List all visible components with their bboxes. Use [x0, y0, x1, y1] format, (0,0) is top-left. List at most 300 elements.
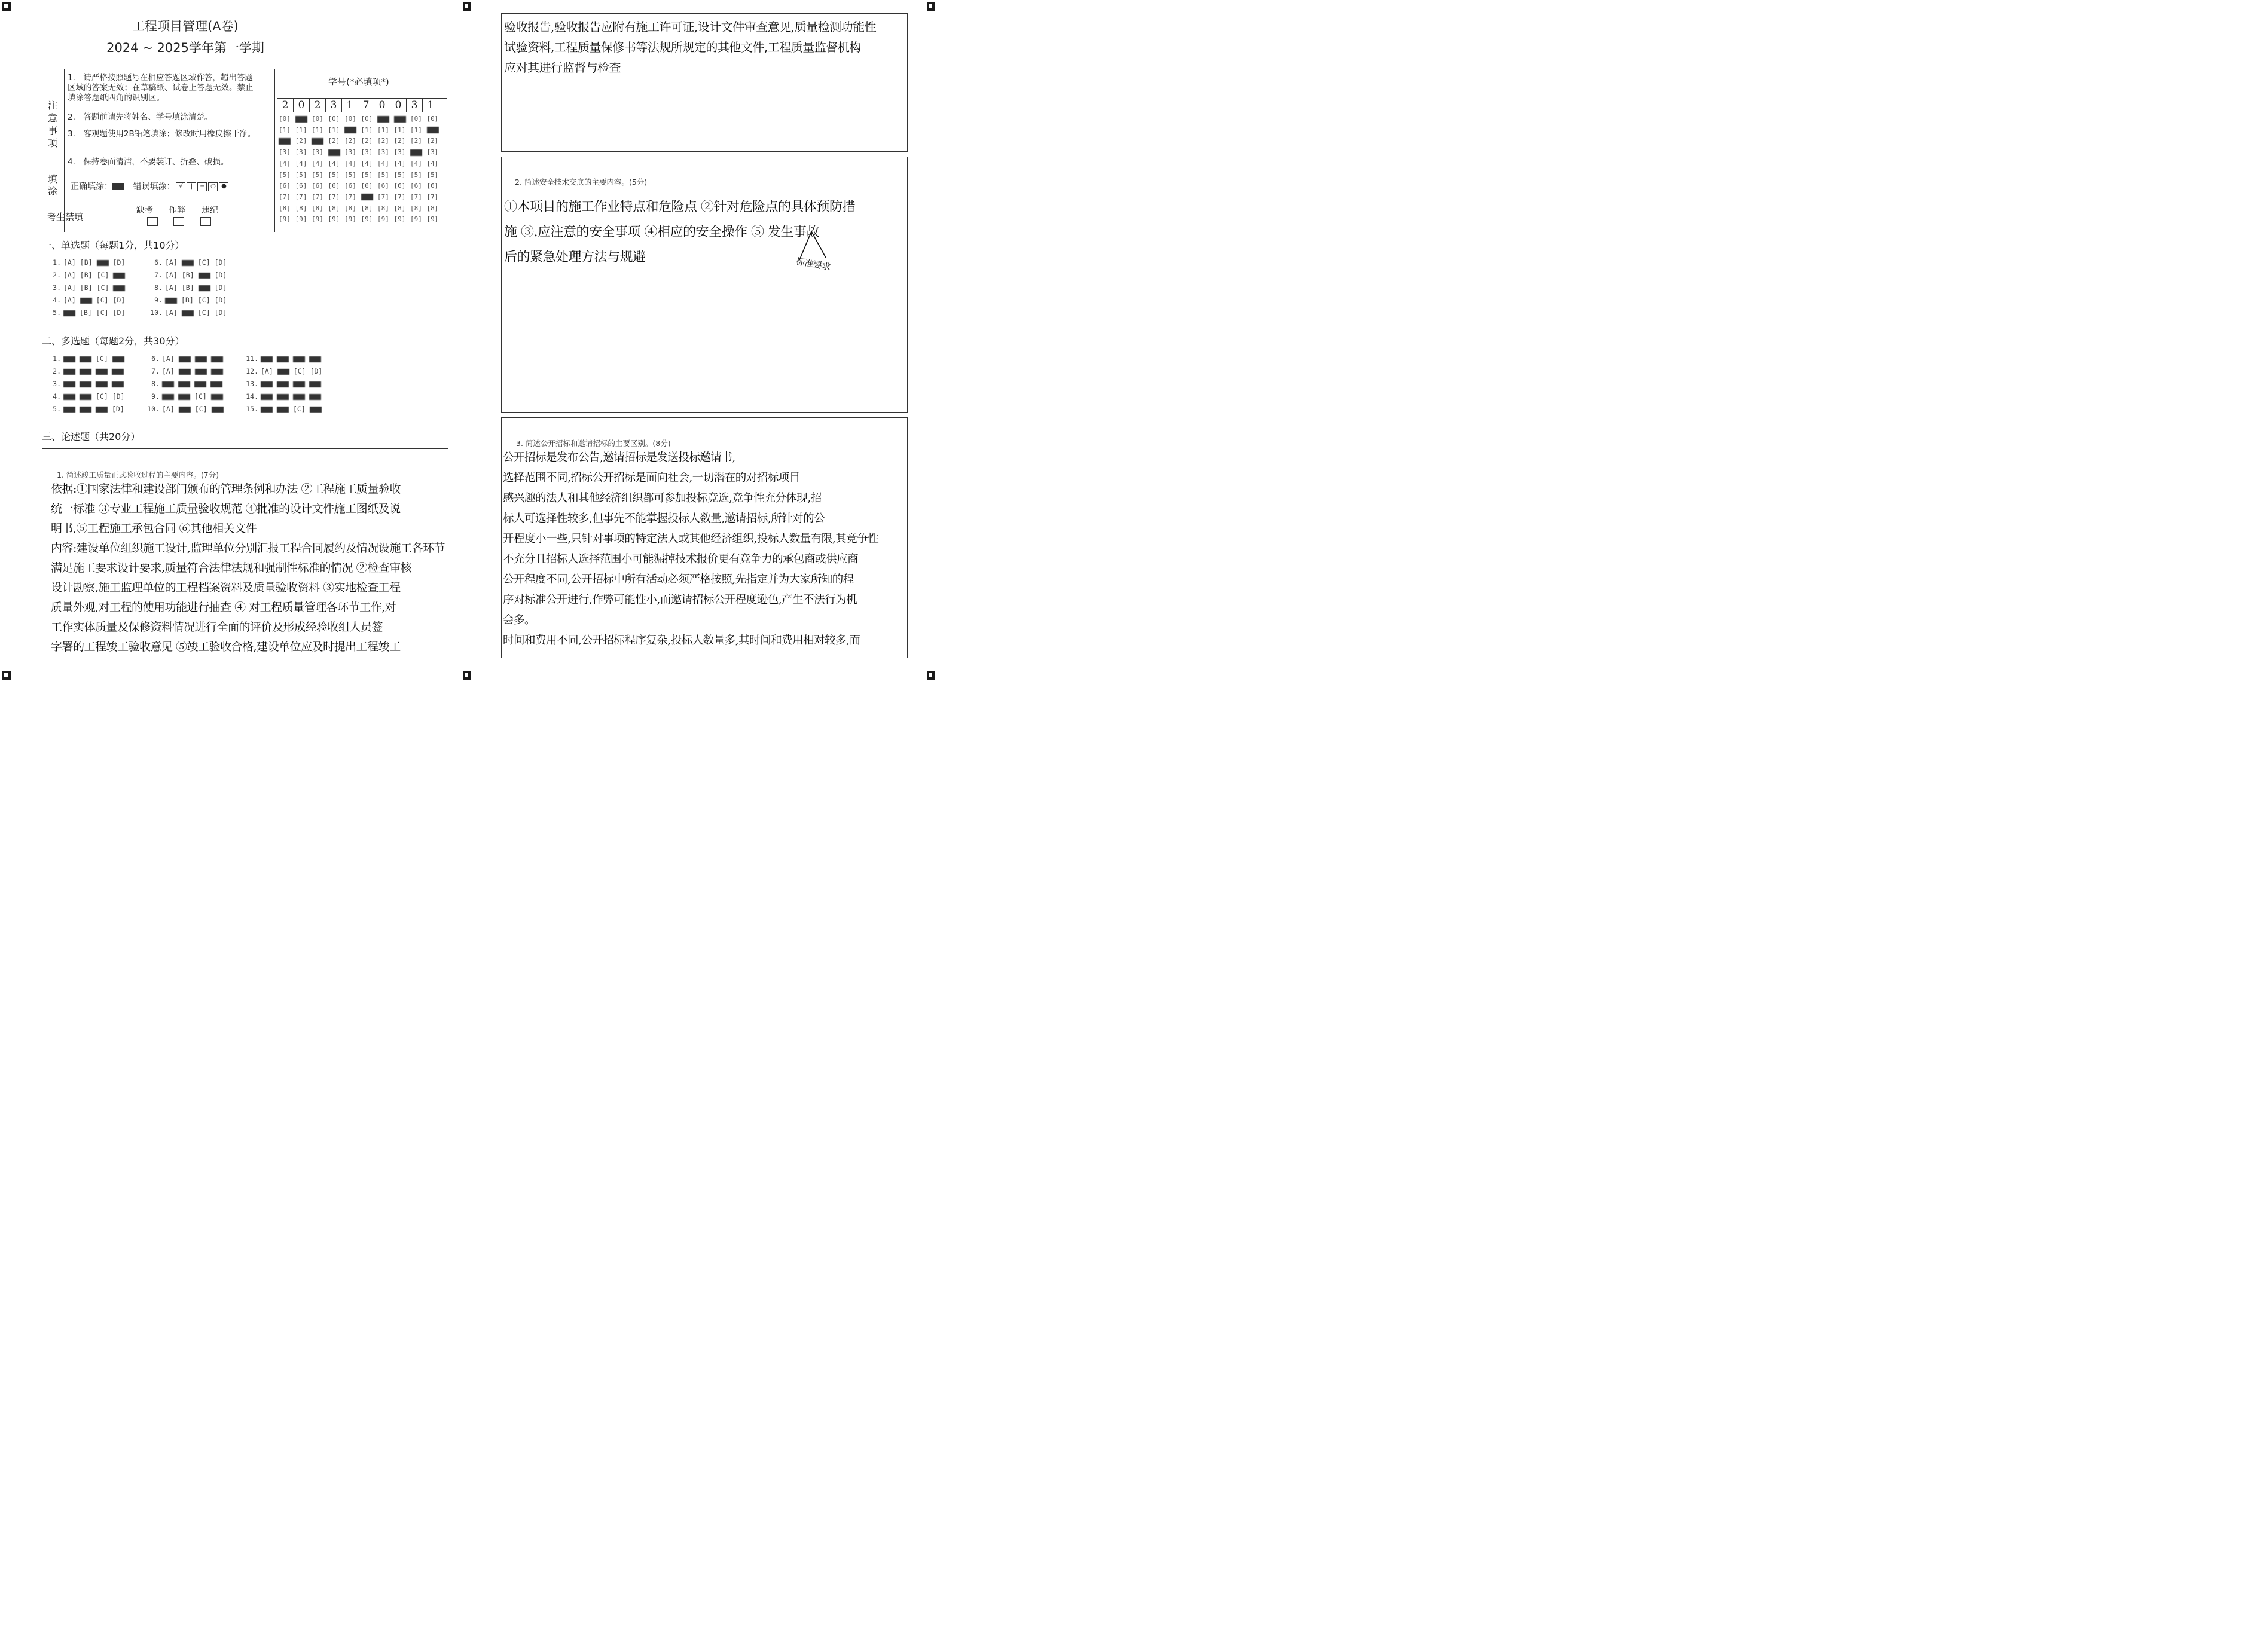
option-a[interactable]: [A] [63, 283, 76, 292]
sid-bubble[interactable]: [6] [361, 182, 373, 190]
student-id-bubble-grid[interactable] [279, 115, 449, 228]
handwritten-line: 明书,⑤工程施工承包合同 ⑥其他相关文件 [51, 522, 257, 535]
sid-bubble[interactable]: [1] [279, 126, 291, 134]
question-number: 2. [53, 367, 61, 375]
sid-bubble[interactable]: [1] [410, 126, 422, 134]
sid-bubble[interactable]: [0] [312, 115, 323, 123]
option-a[interactable]: [A] [162, 367, 175, 375]
handwritten-line: 内容:建设单位组织施工设计,监理单位分别汇报工程合同履约及情况设施工各环节 [51, 542, 445, 555]
corner-mark-tl [2, 2, 11, 11]
sid-bubble[interactable]: [7] [279, 192, 291, 201]
question-row[interactable] [146, 380, 227, 388]
sid-digit: 7 [358, 99, 374, 112]
sid-bubble[interactable]: [2] [426, 137, 439, 145]
option-filled[interactable] [211, 394, 223, 400]
sid-bubble[interactable]: [7] [393, 192, 406, 201]
sid-bubble[interactable]: [2] [410, 137, 422, 145]
single-choice-grid[interactable] [48, 258, 263, 321]
exam-term: 2024 ~ 2025学年第一学期 [106, 41, 264, 55]
question-row[interactable] [48, 392, 129, 401]
question-row[interactable] [149, 296, 231, 304]
option-a[interactable]: [A] [165, 308, 178, 317]
sid-bubble[interactable]: [6] [344, 182, 356, 190]
question-row[interactable] [149, 283, 231, 292]
corner-mark-tr [927, 2, 935, 11]
sid-bubble[interactable]: [7] [312, 192, 323, 201]
question-number: 6. [154, 258, 163, 267]
sid-bubble[interactable]: [4] [410, 159, 422, 167]
question-number: 14. [246, 392, 258, 401]
filled-bubble [328, 149, 340, 156]
sid-bubble[interactable]: [7] [426, 192, 439, 201]
sid-bubble[interactable]: [8] [328, 204, 340, 212]
option-filled[interactable] [199, 285, 210, 291]
option-filled[interactable] [112, 369, 124, 375]
sid-bubble[interactable]: [5] [328, 170, 340, 179]
option-filled[interactable] [211, 356, 223, 362]
sid-digit: 0 [374, 99, 390, 112]
sid-bubble[interactable]: [3] [377, 148, 389, 157]
wrong-mark-check: √ [176, 182, 185, 191]
option-filled[interactable] [277, 369, 289, 375]
question-row[interactable] [48, 380, 128, 388]
sid-bubble[interactable]: [6] [377, 182, 389, 190]
cheat-box[interactable] [173, 217, 184, 226]
sid-bubble[interactable]: [6] [312, 182, 323, 190]
option-a[interactable]: [A] [261, 367, 273, 375]
option-filled[interactable] [309, 381, 321, 387]
question-row[interactable] [146, 367, 227, 375]
option-filled[interactable] [63, 381, 75, 387]
sid-bubble[interactable]: [3] [295, 148, 307, 157]
sid-bubble[interactable] [295, 115, 307, 123]
sid-bubble[interactable]: [1] [377, 126, 389, 134]
sid-bubble[interactable] [377, 115, 389, 123]
question-row[interactable] [245, 405, 326, 413]
section-3-title: 三、论述题（共20分） [42, 431, 141, 442]
sid-bubble[interactable]: [2] [393, 137, 406, 145]
wrong-mark-dot: ● [219, 182, 228, 191]
question-number: 15. [246, 405, 258, 413]
multi-choice-grid[interactable] [48, 355, 347, 417]
sid-bubble[interactable]: [3] [361, 148, 373, 157]
sid-bubble[interactable]: [6] [393, 182, 406, 190]
option-filled[interactable] [80, 356, 91, 362]
corner-mark-tm [463, 2, 471, 11]
sid-bubble[interactable]: [3] [426, 148, 439, 157]
sid-bubble[interactable]: [3] [393, 148, 406, 157]
sid-bubble[interactable]: [4] [328, 159, 340, 167]
question-row[interactable] [245, 355, 325, 363]
sid-bubble[interactable]: [5] [295, 170, 307, 179]
correct-fill-label: 正确填涂： [71, 182, 112, 191]
handwritten-line: 字署的工程竣工验收意见 ⑤竣工验收合格,建设单位应及时提出工程竣工 [51, 640, 401, 653]
sid-bubble[interactable]: [6] [295, 182, 307, 190]
wrong-mark-bar: | [187, 182, 196, 191]
option-b[interactable]: [B] [181, 296, 194, 304]
option-d[interactable]: [D] [112, 392, 125, 401]
handwritten-line: 时间和费用不同,公开招标程序复杂,投标人数量多,其时间和费用相对较多,而 [503, 634, 860, 647]
question-number: 3. [53, 283, 61, 292]
option-filled[interactable] [80, 394, 91, 400]
option-c[interactable]: [C] [96, 355, 108, 363]
option-filled[interactable] [80, 298, 92, 304]
option-filled[interactable] [277, 381, 289, 387]
question-row[interactable] [245, 392, 325, 401]
option-c[interactable]: [C] [194, 392, 207, 401]
option-filled[interactable] [182, 260, 194, 266]
violation-label: 违纪 [202, 206, 218, 215]
option-c[interactable]: [C] [96, 308, 109, 317]
sid-bubble[interactable]: [5] [279, 170, 291, 179]
sid-bubble[interactable] [344, 126, 356, 134]
option-a[interactable]: [A] [162, 355, 175, 363]
absent-label: 缺考 [136, 206, 153, 215]
sid-bubble[interactable]: [8] [344, 204, 356, 212]
option-a[interactable]: [A] [165, 283, 178, 292]
option-c[interactable]: [C] [197, 296, 210, 304]
option-filled[interactable] [277, 356, 289, 362]
option-filled[interactable] [113, 285, 125, 291]
sid-bubble[interactable]: [2] [377, 137, 389, 145]
correct-fill-sample [112, 183, 124, 190]
option-d[interactable]: [D] [214, 271, 227, 279]
sid-bubble[interactable]: [3] [344, 148, 356, 157]
option-filled[interactable] [80, 369, 91, 375]
handwritten-line: 应对其进行监督与检查 [504, 60, 621, 75]
option-a[interactable]: [A] [63, 296, 76, 304]
sid-bubble[interactable] [328, 148, 340, 156]
sid-digit: 3 [326, 99, 342, 112]
option-d[interactable]: [D] [214, 258, 227, 267]
option-filled[interactable] [195, 369, 207, 375]
option-b[interactable]: [B] [80, 271, 93, 279]
sid-bubble[interactable]: [0] [344, 115, 356, 123]
option-a[interactable]: [A] [162, 405, 175, 413]
option-filled[interactable] [211, 369, 223, 375]
option-b[interactable]: [B] [80, 283, 93, 292]
option-d[interactable]: [D] [214, 283, 227, 292]
sid-bubble[interactable]: [1] [361, 126, 373, 134]
option-filled[interactable] [261, 394, 273, 400]
option-c[interactable]: [C] [293, 367, 306, 375]
sid-bubble[interactable]: [4] [426, 159, 439, 167]
sid-bubble[interactable]: [9] [361, 215, 373, 224]
question-row[interactable] [245, 367, 326, 375]
option-filled[interactable] [210, 381, 222, 387]
sid-bubble[interactable]: [7] [295, 192, 307, 201]
option-filled[interactable] [63, 356, 75, 362]
filled-bubble [410, 149, 422, 156]
option-filled[interactable] [310, 407, 322, 412]
sid-bubble[interactable]: [6] [328, 182, 340, 190]
wrong-fill-label: 错误填涂： [133, 182, 175, 191]
option-filled[interactable] [96, 369, 108, 375]
sid-bubble[interactable]: [6] [410, 182, 422, 190]
sid-bubble[interactable]: [8] [393, 204, 406, 212]
option-filled[interactable] [80, 407, 91, 412]
option-d[interactable]: [D] [214, 308, 227, 317]
sid-bubble[interactable]: [2] [344, 137, 356, 145]
cheat-label: 作弊 [169, 206, 185, 215]
sid-bubble[interactable]: [1] [312, 126, 323, 134]
option-filled[interactable] [194, 381, 206, 387]
option-filled[interactable] [261, 356, 273, 362]
option-d[interactable]: [D] [112, 405, 124, 413]
sid-bubble[interactable]: [2] [295, 137, 307, 145]
question-number: 1. [53, 355, 61, 363]
option-b[interactable]: [B] [80, 258, 93, 267]
option-filled[interactable] [165, 298, 177, 304]
sid-bubble[interactable]: [5] [410, 170, 422, 179]
sid-bubble[interactable]: [0] [410, 115, 422, 123]
sid-bubble[interactable]: [1] [393, 126, 406, 134]
sid-bubble[interactable] [312, 137, 323, 145]
sid-bubble[interactable]: [8] [377, 204, 389, 212]
essay-q1-box[interactable] [42, 448, 448, 662]
option-b[interactable]: [B] [80, 308, 92, 317]
handwritten-line: 依据:①国家法律和建设部门颁布的管理条例和办法 ②工程施工质量验收 [51, 482, 401, 496]
option-filled[interactable] [277, 407, 289, 412]
sid-digit: 2 [310, 99, 326, 112]
option-filled[interactable] [293, 394, 305, 400]
sid-bubble[interactable]: [4] [393, 159, 406, 167]
question-row[interactable] [149, 258, 231, 267]
question-number: 13. [246, 380, 258, 388]
option-filled[interactable] [63, 369, 75, 375]
sid-bubble[interactable]: [7] [410, 192, 422, 201]
sid-bubble[interactable]: [4] [279, 159, 291, 167]
option-c[interactable]: [C] [96, 296, 109, 304]
sid-bubble[interactable]: [6] [426, 182, 439, 190]
sid-bubble[interactable] [427, 126, 439, 134]
question-row[interactable] [48, 283, 129, 292]
sid-bubble[interactable]: [1] [328, 126, 340, 134]
option-d[interactable]: [D] [112, 258, 126, 267]
question-number: 4. [53, 296, 61, 304]
option-filled[interactable] [261, 407, 273, 412]
sid-bubble[interactable]: [0] [426, 115, 439, 123]
option-filled[interactable] [261, 381, 273, 387]
option-c[interactable]: [C] [96, 271, 109, 279]
sid-bubble[interactable] [279, 137, 291, 145]
option-filled[interactable] [96, 381, 108, 387]
question-number: 4. [53, 392, 61, 401]
sid-bubble[interactable]: [4] [312, 159, 323, 167]
absent-box[interactable] [147, 217, 158, 226]
sid-bubble[interactable]: [9] [328, 215, 340, 224]
student-id-handwritten[interactable] [277, 98, 447, 112]
handwritten-line: 感兴趣的法人和其他经济组织都可参加投标竞选,竞争性充分体现,招 [503, 492, 822, 505]
section-1-title: 一、单选题（每题1分，共10分） [42, 240, 185, 251]
sid-bubble[interactable]: [8] [410, 204, 422, 212]
option-b[interactable]: [B] [181, 271, 194, 279]
question-number: 8. [154, 283, 163, 292]
sid-bubble[interactable]: [0] [328, 115, 340, 123]
sid-bubble[interactable]: [7] [344, 192, 356, 201]
handwritten-line: 质量外观,对工程的使用功能进行抽查 ④ 对工程质量管理各环节工作,对 [51, 601, 396, 614]
option-filled[interactable] [179, 369, 191, 375]
sid-bubble[interactable]: [8] [312, 204, 323, 212]
sid-bubble[interactable]: [6] [279, 182, 291, 190]
q3-prompt: 3. 简述公开招标和邀请招标的主要区别。(8分) [516, 439, 671, 448]
handwritten-line: 不充分且招标人选择范围小可能漏掉技术报价更有竞争力的承包商或供应商 [503, 553, 859, 566]
sid-bubble[interactable]: [3] [312, 148, 323, 157]
sid-bubble[interactable]: [0] [361, 115, 373, 123]
sid-bubble[interactable]: [9] [393, 215, 406, 224]
option-filled[interactable] [293, 356, 305, 362]
question-number: 10. [150, 308, 163, 317]
sid-bubble[interactable]: [5] [361, 170, 373, 179]
option-filled[interactable] [199, 273, 210, 279]
question-number: 10. [147, 405, 160, 413]
question-row[interactable] [48, 258, 129, 267]
option-filled[interactable] [63, 407, 75, 412]
question-row[interactable] [48, 296, 129, 304]
question-row[interactable] [48, 308, 129, 317]
option-filled[interactable] [179, 356, 191, 362]
option-filled[interactable] [162, 381, 174, 387]
handwritten-line: 试验资料,工程质量保修书等法规所规定的其他文件,工程质量监督机构 [504, 40, 861, 54]
sid-bubble[interactable]: [2] [328, 137, 340, 145]
question-row[interactable] [48, 355, 129, 363]
option-filled[interactable] [182, 310, 194, 316]
option-d[interactable]: [D] [112, 308, 126, 317]
question-row[interactable] [245, 380, 325, 388]
violation-box[interactable] [200, 217, 211, 226]
question-row[interactable] [149, 271, 231, 279]
sid-bubble[interactable]: [8] [279, 204, 291, 212]
option-c[interactable]: [C] [293, 405, 306, 413]
handwritten-line: 后的紧急处理方法与规避 [504, 250, 646, 265]
option-a[interactable]: [A] [165, 271, 178, 279]
option-filled[interactable] [113, 273, 125, 279]
sid-bubble[interactable] [410, 148, 422, 156]
option-filled[interactable] [212, 407, 224, 412]
option-filled[interactable] [277, 394, 289, 400]
corner-mark-bl [2, 671, 11, 680]
sid-bubble[interactable]: [4] [344, 159, 356, 167]
sid-bubble[interactable]: [9] [312, 215, 323, 224]
option-filled[interactable] [63, 310, 75, 316]
q1-prompt: 1. 简述竣工质量正式验收过程的主要内容。(7分) [57, 470, 219, 479]
corner-mark-bm [463, 671, 471, 680]
sid-bubble[interactable]: [8] [295, 204, 307, 212]
option-c[interactable]: [C] [96, 283, 109, 292]
option-d[interactable]: [D] [112, 296, 126, 304]
option-filled[interactable] [80, 381, 91, 387]
question-row[interactable] [146, 405, 228, 413]
sid-bubble[interactable]: [5] [426, 170, 439, 179]
sid-bubble[interactable]: [4] [377, 159, 389, 167]
filled-bubble [394, 116, 406, 123]
option-filled[interactable] [112, 356, 124, 362]
question-row[interactable] [146, 355, 227, 363]
sid-bubble[interactable]: [9] [295, 215, 307, 224]
sid-bubble[interactable]: [8] [361, 204, 373, 212]
option-d[interactable]: [D] [310, 367, 323, 375]
option-a[interactable]: [A] [63, 271, 76, 279]
option-filled[interactable] [178, 394, 190, 400]
option-filled[interactable] [97, 260, 109, 266]
option-filled[interactable] [309, 356, 321, 362]
sid-bubble[interactable] [394, 115, 406, 123]
essay-q1-continued-box[interactable] [501, 13, 908, 152]
sid-bubble[interactable]: [5] [312, 170, 323, 179]
option-filled[interactable] [309, 394, 321, 400]
handwritten-line: 开程度小一些,只针对事项的特定法人或其他经济组织,投标人数量有限,其竞争性 [503, 533, 879, 545]
student-id-label: 学号(*必填项*) [328, 77, 389, 87]
question-number: 7. [151, 367, 160, 375]
essay-q2-box[interactable] [501, 157, 908, 412]
handwritten-line: 序对标准公开进行,作弊可能性小,而邀请招标公开程度逊色,产生不法行为机 [503, 594, 857, 606]
option-b[interactable]: [B] [181, 283, 194, 292]
option-filled[interactable] [195, 356, 207, 362]
option-a[interactable]: [A] [63, 258, 76, 267]
sid-bubble[interactable]: [9] [279, 215, 291, 224]
sid-bubble[interactable]: [5] [344, 170, 356, 179]
handwritten-line: 工作实体质量及保修资料情况进行全面的评价及形成经验收组人员签 [51, 621, 383, 634]
question-row[interactable] [149, 308, 231, 317]
filled-bubble [312, 138, 323, 145]
sid-bubble[interactable]: [9] [410, 215, 422, 224]
filled-bubble [361, 194, 373, 200]
option-filled[interactable] [112, 381, 124, 387]
question-number: 9. [151, 392, 160, 401]
sid-bubble[interactable]: [4] [361, 159, 373, 167]
option-filled[interactable] [179, 407, 191, 412]
sid-bubble[interactable]: [0] [279, 115, 291, 123]
question-row[interactable] [48, 271, 129, 279]
sid-bubble[interactable]: [9] [426, 215, 439, 224]
option-c[interactable]: [C] [197, 308, 210, 317]
option-filled[interactable] [162, 394, 174, 400]
option-c[interactable]: [C] [96, 392, 108, 401]
filled-bubble [427, 127, 439, 133]
exam-title: 工程项目管理(A卷) [132, 19, 239, 33]
wrong-mark-dash: − [197, 182, 207, 191]
option-filled[interactable] [293, 381, 305, 387]
sid-digit: 1 [342, 99, 358, 112]
sid-bubble[interactable]: [3] [279, 148, 291, 157]
question-number: 7. [154, 271, 163, 279]
option-a[interactable]: [A] [165, 258, 178, 267]
handwritten-line: 满足施工要求设计要求,质量符合法律法规和强制性标准的情况 ②检查审核 [51, 561, 412, 575]
sid-bubble[interactable] [361, 193, 373, 201]
question-row[interactable] [48, 367, 128, 375]
option-c[interactable]: [C] [194, 405, 207, 413]
sid-bubble[interactable]: [1] [295, 126, 307, 134]
essay-q3-box[interactable] [501, 417, 908, 658]
sid-bubble[interactable]: [5] [377, 170, 389, 179]
sid-bubble[interactable]: [9] [377, 215, 389, 224]
sid-bubble[interactable]: [2] [361, 137, 373, 145]
option-filled[interactable] [63, 394, 75, 400]
option-c[interactable]: [C] [197, 258, 210, 267]
sid-bubble[interactable]: [4] [295, 159, 307, 167]
question-row[interactable] [146, 392, 227, 401]
option-d[interactable]: [D] [214, 296, 227, 304]
forbidden-label: 考生禁填 [47, 212, 84, 222]
sid-bubble[interactable]: [9] [344, 215, 356, 224]
sid-bubble[interactable]: [7] [328, 192, 340, 201]
option-filled[interactable] [96, 407, 108, 412]
sid-bubble[interactable]: [5] [393, 170, 406, 179]
option-filled[interactable] [178, 381, 190, 387]
sid-bubble[interactable]: [8] [426, 204, 439, 212]
question-row[interactable] [48, 405, 129, 413]
sid-bubble[interactable]: [7] [377, 192, 389, 201]
